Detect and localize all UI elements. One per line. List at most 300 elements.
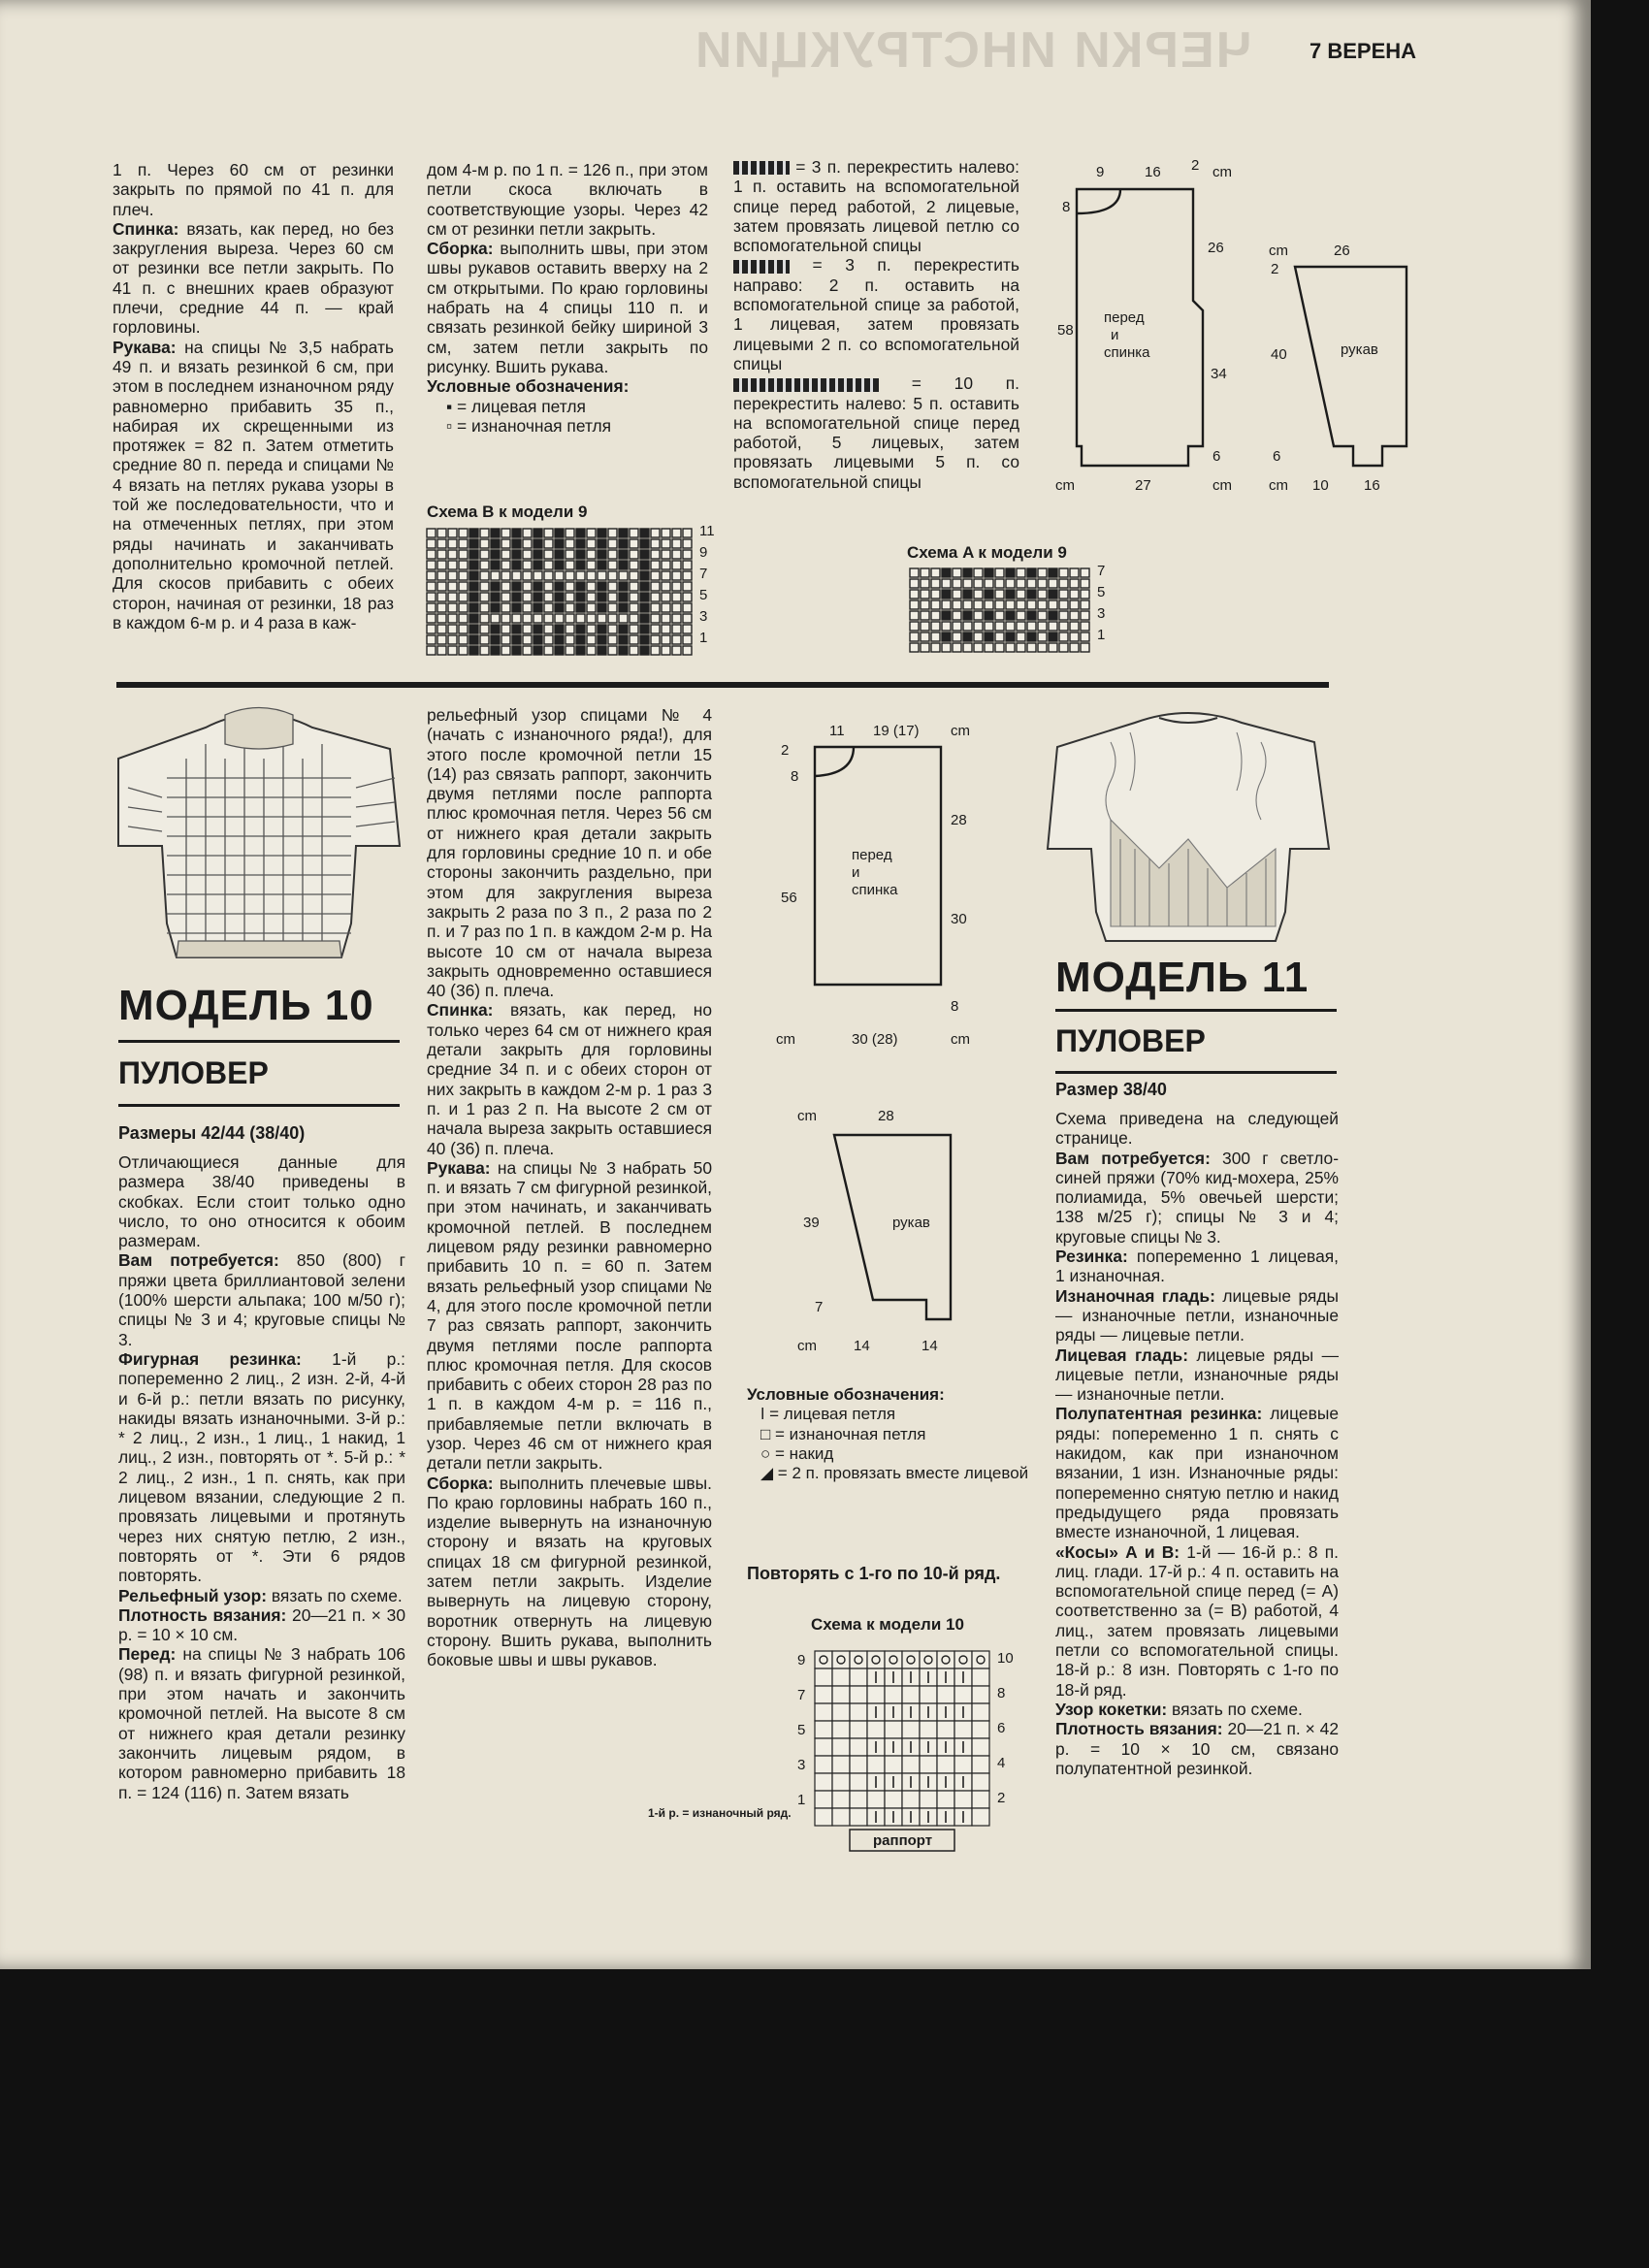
schemeA-cell: [1059, 590, 1068, 599]
dim-30-28: 30 (28): [852, 1031, 898, 1048]
schemeB-cell: [459, 593, 468, 601]
schemeB-cell: [619, 625, 628, 633]
sleeve-dim-cm-bottom: cm: [1269, 477, 1288, 494]
schemeB-cell: [619, 646, 628, 655]
schemeB-cell: [662, 625, 670, 633]
schemeB-cell: [619, 539, 628, 548]
schemeB-cell: [576, 550, 585, 559]
scheme10-cell: [815, 1773, 832, 1791]
schemeA-cell: [1081, 643, 1089, 652]
schemeB-cell: [662, 561, 670, 569]
model11-subtitle-rule: [1055, 1071, 1337, 1074]
paragraph: Резинка: попеременно 1 лицевая, 1 изнаночная.: [1055, 1247, 1339, 1286]
schemeB-cell: [587, 614, 596, 623]
schemeB-cell: [448, 625, 457, 633]
dim-27: 27: [1135, 477, 1151, 494]
schemeB-cell: [523, 529, 532, 537]
cross-10-left-icon: [733, 378, 879, 392]
schemeB-cell: [640, 550, 649, 559]
schemeB-cell: [491, 603, 500, 612]
schemeB-cell: [437, 571, 446, 580]
scheme10-cell: [832, 1773, 850, 1791]
schemeB-cell: [501, 561, 510, 569]
schemeB-cell: [459, 550, 468, 559]
scheme10-cell: [954, 1721, 972, 1738]
schemeB-cell: [672, 539, 681, 548]
scheme10-cell: [832, 1808, 850, 1826]
schemeB-cell: [630, 582, 638, 591]
schemeB-cell: [523, 646, 532, 655]
schemeB-cell: [619, 561, 628, 569]
scheme10-cell: [867, 1721, 885, 1738]
schemeA-cell: [953, 590, 961, 599]
paragraph: Сборка: выполнить плечевые швы. По краю горловины набрать 160 п., изделие вывернуть на изнаночную сторону и вязать на круговых спицах 18 см фигурной резинкой, затем петли закрыть. Изделие вывернуть на лицевую сторону, воротник отвернуть на лицевую сторону. Вшить рукава, выполнить боковые швы и швы рукавов.: [427, 1473, 712, 1670]
schemeA-cell: [974, 611, 983, 620]
schemeB-cell: [630, 603, 638, 612]
schemeA-cell: [1027, 622, 1036, 631]
schemeB-cell: [662, 529, 670, 537]
schemeB-cell: [534, 646, 542, 655]
scheme10-cell: [972, 1651, 989, 1669]
scheme10-cell: [920, 1686, 937, 1703]
schemeB-cell: [512, 539, 521, 548]
schemeB-cell: [427, 561, 436, 569]
top-text-column-2: [427, 160, 708, 436]
schemeB-cell: [619, 635, 628, 644]
dim-56: 56: [781, 890, 797, 906]
schemeB-cell: [555, 593, 564, 601]
schemeB-cell: [672, 550, 681, 559]
schemeA-cell: [995, 643, 1004, 652]
schemeB-cell: [544, 539, 553, 548]
schemeB-cell: [544, 646, 553, 655]
schemeB-cell: [469, 646, 478, 655]
scheme10-row-label-right: 2: [997, 1790, 1006, 1806]
scheme10-cell: [937, 1686, 954, 1703]
schemeB-cell: [501, 550, 510, 559]
model11-title-rule: [1055, 1009, 1337, 1012]
schemeB-cell: [534, 539, 542, 548]
schemeA-cell: [963, 568, 972, 577]
paragraph: Спинка: вязать, как перед, но только через 64 см от нижнего края детали закрыть для горловины средние 34 п. и с обеих сторон от них закрыть в каждом 2-м р. 1 раз 3 п. и 1 раз 2 п. На высоте 2 см от начала выреза закрыть оставшиеся 40 (36) п. плеча.: [427, 1000, 712, 1158]
schemeB-cell: [598, 614, 606, 623]
schemeB-cell: [523, 561, 532, 569]
dim-6: 6: [1212, 448, 1221, 465]
schemeB-cell: [469, 561, 478, 569]
schemeA-cell: [1049, 579, 1057, 588]
front-back-piece: [1077, 189, 1203, 466]
scheme10-cell: [954, 1756, 972, 1773]
page-number-label: 7 ВЕРЕНА: [1310, 39, 1417, 63]
schemeA-cell: [953, 600, 961, 609]
schemeB-cell: [437, 646, 446, 655]
schemeB-cell: [566, 646, 574, 655]
schemeA-cell: [1049, 600, 1057, 609]
schemeB-cell: [662, 614, 670, 623]
and-label: и: [1111, 327, 1119, 343]
schemeB-cell: [544, 593, 553, 601]
schemeA-cell: [1006, 611, 1015, 620]
schemeA-cell: [963, 632, 972, 641]
schemeB-cell: [619, 603, 628, 612]
schemeA-cell: [910, 632, 919, 641]
schemeA-cell: [910, 622, 919, 631]
model10-text-column-1: [118, 1152, 405, 1802]
sleeve-dim-14b: 14: [922, 1338, 938, 1354]
schemeB-cell: [630, 539, 638, 548]
schemeA-cell: [921, 611, 929, 620]
schemeB-cell: [608, 550, 617, 559]
schemeB-cell: [672, 571, 681, 580]
schemeB-cell: [501, 635, 510, 644]
scheme10-cell: [815, 1686, 832, 1703]
paragraph: 1 п. Через 60 см от резинки закрыть по прямой по 41 п. для плеч.: [113, 160, 394, 219]
schemeB-cell: [512, 646, 521, 655]
schemeB-cell: [491, 582, 500, 591]
knit-symbol-icon: ǀ: [760, 1405, 770, 1424]
schemeA-cell: [921, 590, 929, 599]
schemeB-cell: [598, 582, 606, 591]
schemeB-cell: [651, 603, 660, 612]
schemeB-cell: [566, 603, 574, 612]
schemeB-cell: [651, 614, 660, 623]
schemeA-cell: [953, 643, 961, 652]
schemeB-cell: [480, 635, 489, 644]
schemeB-cell: [598, 603, 606, 612]
schemeB-cell: [459, 582, 468, 591]
schemeB-cell: [587, 593, 596, 601]
schemeB-cell: [683, 593, 692, 601]
model10-scheme-title: Схема к модели 10: [811, 1615, 964, 1634]
scheme10-cell: [937, 1791, 954, 1808]
schemeB-cell: [662, 539, 670, 548]
schemeB-cell: [672, 593, 681, 601]
schemeA-cell: [931, 568, 940, 577]
schemeA-cell: [985, 600, 993, 609]
schemeB-cell: [576, 593, 585, 601]
schemeB-cell: [576, 635, 585, 644]
schemeA-row-label: 1: [1097, 627, 1106, 643]
scheme10-cell: [920, 1651, 937, 1669]
scheme10-cell: [867, 1756, 885, 1773]
scheme10-cell: [920, 1756, 937, 1773]
schemeB-cell: [662, 635, 670, 644]
scheme10-cell: [815, 1651, 832, 1669]
schemeA-cell: [1049, 568, 1057, 577]
scheme10-row-label: 5: [797, 1722, 806, 1738]
schemeA-cell: [1049, 622, 1057, 631]
schemeB-cell: [469, 550, 478, 559]
schemeA-cell: [1006, 600, 1015, 609]
schemeA-cell: [1070, 600, 1079, 609]
schemeA-cell: [953, 632, 961, 641]
dim-8b: 8: [951, 998, 959, 1015]
dim-cm-bottom: cm: [1055, 477, 1075, 494]
schemeA-cell: [1049, 632, 1057, 641]
schemeB-cell: [437, 539, 446, 548]
schemeB-cell: [555, 625, 564, 633]
schemeB-cell: [459, 635, 468, 644]
schemeA-cell: [1017, 622, 1025, 631]
schemeB-cell: [566, 571, 574, 580]
scheme10-cell: [972, 1773, 989, 1791]
schemeB-cell: [640, 646, 649, 655]
schemeB-cell: [651, 625, 660, 633]
schemeB-cell: [448, 571, 457, 580]
schemeB-cell: [480, 529, 489, 537]
schemeA-cell: [974, 590, 983, 599]
schemeA-cell: [963, 579, 972, 588]
schemeB-row-label: 9: [699, 544, 708, 561]
schemeB-cell: [448, 593, 457, 601]
schemeB-cell: [448, 603, 457, 612]
schemeB-cell: [576, 529, 585, 537]
front-label: перед: [1104, 309, 1145, 326]
schemeA-cell: [931, 600, 940, 609]
first-row-note: 1-й р. = изнаночный ряд.: [648, 1806, 792, 1820]
schemeB-cell: [491, 614, 500, 623]
schemeA-cell: [953, 568, 961, 577]
schemeB-cell: [576, 603, 585, 612]
dim-58: 58: [1057, 322, 1074, 339]
schemeA-cell: [953, 579, 961, 588]
schemeA-cell: [974, 643, 983, 652]
schemeA-cell: [995, 611, 1004, 620]
schemeB-cell: [480, 539, 489, 548]
schemeB-cell: [427, 593, 436, 601]
scheme10-cell: [832, 1651, 850, 1669]
and-label: и: [852, 864, 860, 881]
cross-right-3: = 3 п. перекрестить направо: 2 п. оставить на вспомогательной спице за работой, 1 лицевая, затем провязать лицевыми 2 п. со вспомогательной спицы: [733, 255, 1019, 373]
cross-3-left-icon: [733, 161, 790, 175]
schemeB-cell: [448, 582, 457, 591]
schemeB-cell: [608, 539, 617, 548]
purl-symbol-icon: ▫: [446, 415, 457, 436]
schemeB-cell: [555, 529, 564, 537]
schemeB-cell: [501, 614, 510, 623]
schemeA-cell: [1070, 622, 1079, 631]
schemeB-cell: [501, 625, 510, 633]
schemeB-cell: [427, 550, 436, 559]
legend-title: Условные обозначения:: [427, 376, 630, 397]
schemeB-cell: [523, 593, 532, 601]
schemeA-cell: [1081, 568, 1089, 577]
scheme10-cell: [850, 1808, 867, 1826]
scheme10-cell: [920, 1721, 937, 1738]
schemeB-cell: [512, 550, 521, 559]
schemeA-cell: [931, 622, 940, 631]
schemeB-cell: [683, 625, 692, 633]
purl-symbol-icon: □: [760, 1424, 775, 1443]
schemeB-cell: [598, 646, 606, 655]
scheme10-cell: [972, 1791, 989, 1808]
legend-knit: ǀ = лицевая петля: [760, 1405, 896, 1424]
schemeB-cell: [437, 593, 446, 601]
model10-title: МОДЕЛЬ 10: [118, 982, 374, 1029]
scheme10-cell: [954, 1651, 972, 1669]
schemeB-cell: [534, 550, 542, 559]
schemeB-cell: [619, 593, 628, 601]
paragraph: Фигурная резинка: 1-й р.: попеременно 2 лиц., 2 изн. 2-й, 4-й и 6-й р.: петли вязать по рисунку, накиды вязать изнаночными. 3-й р.: * 2 лиц., 2 изн., 1 лиц., 1 накид, 1 лиц., 2 изн., повторять от *. 5-й р.: * 2 лиц., 2 изн., 1 п. снять, как при лицевом вязании, следующие 2 п. провязать лицевыми и протянуть через них снятую петлю, 2 изн., повторять от *. Эти 6 рядов повторять.: [118, 1348, 405, 1586]
schemeB-cell: [662, 646, 670, 655]
schemeB-grid: [427, 523, 854, 660]
model9-pattern-diagram: [1038, 155, 1542, 504]
sleeve-dim-7: 7: [815, 1299, 824, 1315]
schemeA-row-label: 3: [1097, 605, 1106, 622]
schemeB-cell: [469, 603, 478, 612]
schemeA-cell: [1070, 579, 1079, 588]
section-divider: [116, 682, 1329, 688]
scheme10-cell: [867, 1686, 885, 1703]
schemeB-cell: [480, 646, 489, 655]
schemeB-cell: [523, 635, 532, 644]
paragraph: Перед: на спицы № 3 набрать 106 (98) п. и вязать фигурной резинкой, при этом начать и закончить кромочной петлей. На высоте 8 см от нижнего края детали резинку закончить лицевым рядом, в котором равномерно прибавить 18 п. = 124 (116) п. Затем вязать: [118, 1644, 405, 1802]
paragraph: «Косы» А и В: 1-й — 16-й р.: 8 п. лиц. глади. 17-й р.: 4 п. оставить на вспомогательной спице перед (= А) соответственно за (= В) работой, 4 лиц., затем провязать лицевыми петли со вспомогательной спицы. 18-й р.: 8 изн. Повторять с 1-го по 18-й ряд.: [1055, 1541, 1339, 1700]
schemeB-cell: [448, 646, 457, 655]
schemeB-cell: [576, 582, 585, 591]
schemeB-cell: [662, 593, 670, 601]
schemeA-cell: [1017, 643, 1025, 652]
paragraph: Плотность вязания: 20—21 п. × 42 р. = 10 × 10 см, связано полупатентной резинкой.: [1055, 1719, 1339, 1778]
schemeA-cell: [1081, 579, 1089, 588]
paragraph: Плотность вязания: 20—21 п. × 30 р. = 10 × 10 см.: [118, 1604, 405, 1645]
sleeve-dim-6: 6: [1273, 448, 1281, 465]
sleeve-label: рукав: [892, 1215, 930, 1231]
paragraph: Сборка: выполнить швы, при этом швы рукавов оставить вверху на 2 см открытыми. По краю горловины набрать на 4 спицы 110 п. и связать резинкой бейку шириной 3 см, затем петли закрыть по рисунку. Вшить рукава.: [427, 239, 708, 376]
schemeA-cell: [974, 600, 983, 609]
schemeB-cell: [512, 561, 521, 569]
scheme10-cell: [937, 1721, 954, 1738]
schemeB-cell: [630, 646, 638, 655]
schemeA-cell: [942, 600, 951, 609]
scheme10-row-label: 1: [797, 1792, 806, 1808]
paragraph: Рукава: на спицы № 3,5 набрать 49 п. и вязать резинкой 6 см, при этом в последнем изнаночном ряду равномерно прибавить 35 п., набирая их скрещенными из протяжек = 82 п. Затем отметить средние 80 п. переда и спицами № 4 вязать на петлях рукава узоры в той же последовательности, что и на отмеченных петлях, при этом ряды начинать и заканчивать дополнительно кромочной петлей. Для скосов прибавить с обеих сторон, начиная от резинки, 18 раз в каждом 6-м р. и 4 раза в каж-: [113, 337, 394, 632]
schemeB-cell: [672, 582, 681, 591]
paragraph: Лицевая гладь: лицевые ряды — лицевые петли, изнаночные ряды — изнаночные петли.: [1055, 1345, 1339, 1405]
top-text-column-1: [113, 160, 394, 632]
paragraph: Вам потребуется: 850 (800) г пряжи цвета бриллиантовой зелени (100% шерсти альпака; 100 м/50 г); спицы № 3 и 4; круговые спицы № 3.: [118, 1250, 406, 1349]
schemeB-cell: [640, 561, 649, 569]
schemeB-cell: [544, 550, 553, 559]
scheme10-cell: [850, 1669, 867, 1686]
paragraph: Спинка: вязать, как перед, но без закругления выреза. Через 60 см от резинки все петли закрыть. По 41 п. с внешних краев образуют плечи, средние 44 п. — край горловины.: [113, 218, 394, 338]
yarn-over-icon: ○: [760, 1443, 775, 1463]
schemeA-cell: [1038, 590, 1047, 599]
schemeA-cell: [985, 632, 993, 641]
repeat-note: Повторять с 1-го по 10-й ряд.: [747, 1564, 1001, 1583]
schemeB-row-label: 5: [699, 587, 708, 603]
paragraph: Рельефный узор: вязать по схеме.: [118, 1585, 403, 1605]
scheme10-row-label: 7: [797, 1687, 806, 1703]
schemeB-cell: [608, 603, 617, 612]
schemeB-cell: [437, 635, 446, 644]
rapport-label: раппорт: [873, 1832, 933, 1849]
schemeA-cell: [910, 600, 919, 609]
sleeve-dim-39: 39: [803, 1215, 820, 1231]
schemeB-row-label: 7: [699, 566, 708, 582]
schemeB-cell: [501, 539, 510, 548]
schemeB-cell: [651, 593, 660, 601]
schemeB-cell: [459, 603, 468, 612]
schemeB-cell: [544, 529, 553, 537]
scheme10-row-label: 9: [797, 1652, 806, 1669]
schemeB-cell: [555, 646, 564, 655]
schemeB-cell: [555, 635, 564, 644]
scheme10-cell: [937, 1756, 954, 1773]
paragraph: Полупатентная резинка: лицевые ряды: попеременно 1 п. снять с накидом, как при изнаночном вязании, 1 изн. Изнаночные ряды: попеременно снятую петлю и накид предыдущего ряда провязать вместе изнаночной, 1 лицевая.: [1055, 1404, 1339, 1542]
schemeB-cell: [576, 561, 585, 569]
dim-30: 30: [951, 911, 967, 927]
schemeA-cell: [1081, 622, 1089, 631]
scheme10-cell: [902, 1686, 920, 1703]
scheme10-cell: [850, 1738, 867, 1756]
schemeA-cell: [931, 590, 940, 599]
schemeB-cell: [651, 635, 660, 644]
scheme10-cell: [954, 1791, 972, 1808]
sleeve-dim-28: 28: [878, 1108, 894, 1124]
schemeA-cell: [1070, 611, 1079, 620]
schemeB-cell: [598, 593, 606, 601]
sleeve-cm-top: cm: [797, 1108, 817, 1124]
dim-cm-top: cm: [1212, 164, 1232, 180]
schemeA-cell: [985, 579, 993, 588]
schemeA-cell: [1027, 632, 1036, 641]
schemeB-cell: [523, 550, 532, 559]
schemeA-cell: [942, 622, 951, 631]
schemeA-cell: [1006, 622, 1015, 631]
schemeB-cell: [683, 614, 692, 623]
schemeB-cell: [437, 561, 446, 569]
model10-sweater-illustration: [109, 700, 409, 982]
schemeA-cell: [942, 632, 951, 641]
schemeA-cell: [1059, 568, 1068, 577]
schemeB-cell: [544, 614, 553, 623]
paragraph: Узор кокетки: вязать по схеме.: [1055, 1699, 1303, 1719]
schemeB-cell: [587, 625, 596, 633]
schemeA-cell: [1006, 632, 1015, 641]
schemeB-cell: [640, 582, 649, 591]
scheme10-row-label-right: 8: [997, 1685, 1006, 1701]
schemeB-cell: [630, 561, 638, 569]
schemeA-cell: [910, 611, 919, 620]
schemeA-cell: [1049, 590, 1057, 599]
schemeB-cell: [619, 529, 628, 537]
dim-8: 8: [791, 768, 799, 785]
scheme10-row-label-right: 4: [997, 1755, 1006, 1771]
schemeB-cell: [640, 529, 649, 537]
schemeA-cell: [1059, 611, 1068, 620]
schemeB-cell: [555, 582, 564, 591]
schemeB-row-label: 3: [699, 608, 708, 625]
scheme10-cell: [954, 1686, 972, 1703]
schemeA-cell: [931, 579, 940, 588]
schemeB-cell: [427, 529, 436, 537]
schemeB-cell: [566, 539, 574, 548]
dim-cm-bottom-right: cm: [1212, 477, 1232, 494]
schemeB-cell: [534, 593, 542, 601]
scheme10-cell: [815, 1791, 832, 1808]
schemeB-cell: [651, 550, 660, 559]
schemeB-cell: [662, 571, 670, 580]
schemeB-cell: [534, 635, 542, 644]
schemeB-cell: [555, 603, 564, 612]
schemeB-cell: [630, 571, 638, 580]
scheme10-cell: [885, 1756, 902, 1773]
schemeA-title: Схема A к модели 9: [907, 543, 1067, 562]
paragraph: дом 4-м р. по 1 п. = 126 п., при этом петли скоса включать в соответствующие узоры. Через 42 см от резинки петли закрыть.: [427, 160, 708, 239]
schemeA-cell: [942, 590, 951, 599]
schemeA-cell: [1038, 622, 1047, 631]
